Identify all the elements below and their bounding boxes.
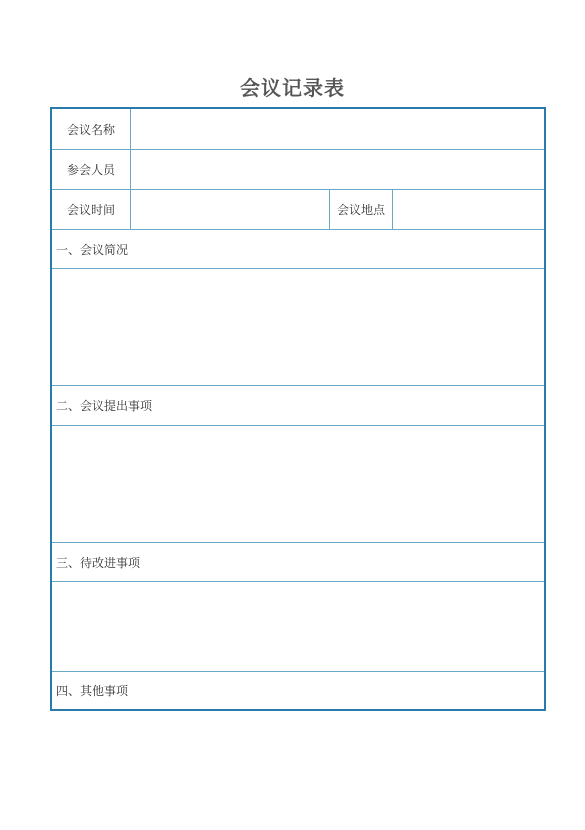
page-title: 会议记录表 [240, 76, 345, 100]
section-1-heading: 一、会议简况 [56, 242, 129, 257]
meeting-record-form [50, 107, 546, 711]
section-1-body[interactable] [52, 269, 544, 386]
section-2-body[interactable] [52, 426, 544, 543]
attendees-field[interactable] [131, 150, 544, 189]
meeting-location-field[interactable] [393, 190, 544, 229]
section-2-heading: 二、会议提出事项 [56, 399, 153, 413]
row-time-location [52, 190, 544, 230]
row-attendees [52, 150, 544, 190]
row-meeting-name [52, 109, 544, 150]
meeting-location-label: 会议地点 [330, 190, 393, 229]
meeting-name-field[interactable] [131, 109, 544, 149]
meeting-time-field[interactable] [131, 190, 330, 229]
section-4-heading: 四、其他事项 [56, 684, 129, 698]
meeting-name-label: 会议名称 [52, 109, 131, 149]
section-3-header [52, 543, 544, 582]
section-3-heading: 三、待改进事项 [56, 555, 141, 570]
section-1-header [52, 230, 544, 269]
meeting-time-label: 会议时间 [52, 190, 131, 229]
section-3-body[interactable] [52, 582, 544, 672]
attendees-label: 参会人员 [52, 150, 131, 189]
section-4-header [52, 672, 544, 709]
section-2-header [52, 386, 544, 426]
